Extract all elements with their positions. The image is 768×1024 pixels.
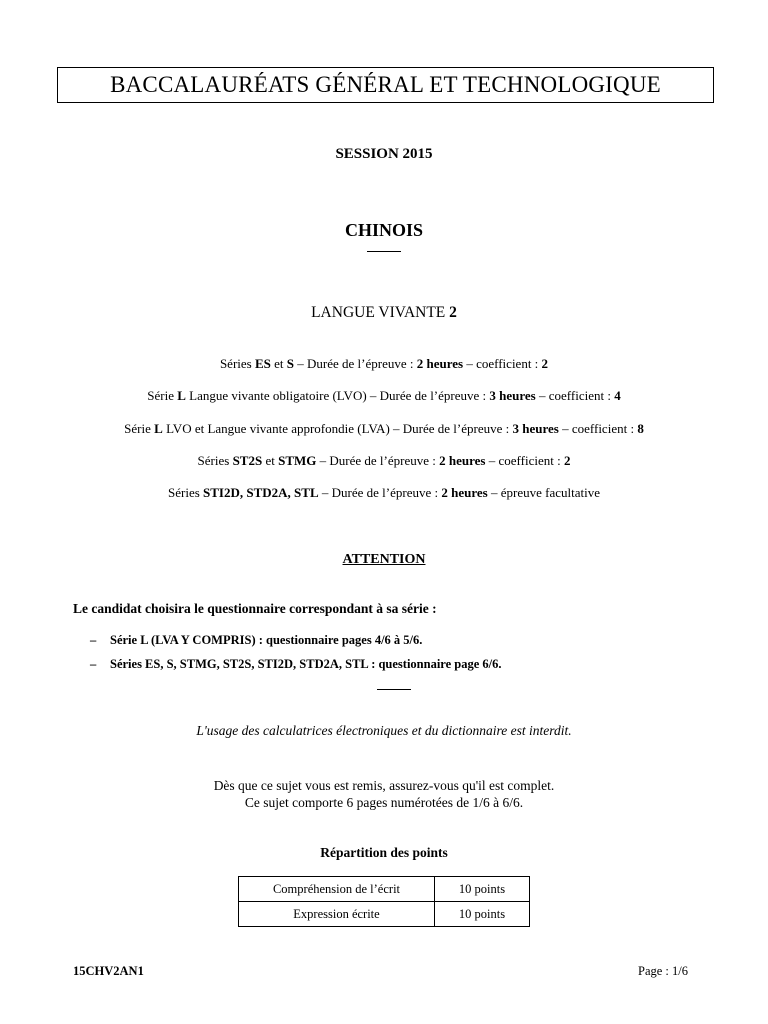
series-segment: L (154, 421, 163, 436)
list-item (90, 657, 502, 672)
list-item (90, 633, 422, 648)
completeness-line-2: Ce sujet comporte 6 pages numérotées de 1/6 à 6/6. (244, 795, 524, 810)
series-segment: Langue vivante obligatoire (LVO) – Durée de l’épreuve : (185, 388, 490, 403)
series-line (0, 485, 768, 501)
series-segment: – Durée de l’épreuve : (294, 356, 417, 371)
completeness-line-1: Dès que ce sujet vous est remis, assurez-vous qu'il est complet. (213, 778, 555, 793)
series-line (0, 388, 768, 404)
language-heading (0, 304, 768, 322)
series-segment: L (177, 388, 186, 403)
series-segment: 2 heures (441, 485, 488, 500)
series-segment: ES (254, 356, 271, 371)
divider-rule (377, 689, 411, 690)
series-line (0, 453, 768, 469)
attention-heading: ATTENTION (342, 552, 426, 567)
series-segment: Série (147, 388, 178, 403)
series-segment: LVO et Langue vivante approfondie (LVA) – Durée de l’épreuve : (162, 421, 513, 436)
table-cell-label: Compréhension de l’écrit (239, 877, 435, 902)
series-segment: – coefficient : (535, 388, 615, 403)
series-segment: 4 (614, 388, 621, 403)
series-segment: 3 heures (512, 421, 559, 436)
series-line (0, 356, 768, 372)
series-segment: et (262, 453, 279, 468)
subject-title: CHINOIS (344, 220, 424, 240)
series-segment: 3 heures (489, 388, 536, 403)
series-segment: S (286, 356, 294, 371)
series-segment: – Durée de l’épreuve : (316, 453, 440, 468)
series-segment: 2 heures (416, 356, 464, 371)
table-cell-value: 10 points (435, 877, 530, 902)
language-label: LANGUE VIVANTE (311, 304, 450, 321)
series-segment: – coefficient : (558, 421, 638, 436)
series-segment: 2 heures (439, 453, 486, 468)
table-row (239, 877, 530, 902)
points-table (238, 876, 530, 927)
page-number: Page : 1/6 (638, 964, 688, 978)
series-segment: et (270, 356, 287, 371)
series-segment: 2 (563, 453, 571, 468)
bullet-dash: – (90, 657, 97, 671)
series-segment: Séries (219, 356, 255, 371)
session-label: SESSION 2015 (335, 146, 433, 162)
bullet-dash: – (90, 633, 97, 647)
table-cell-value: 10 points (435, 902, 530, 927)
series-segment: Séries (197, 453, 233, 468)
exam-title-box (57, 67, 714, 103)
series-segment: Séries (168, 485, 204, 500)
series-segment: 8 (637, 421, 644, 436)
series-line (0, 421, 768, 437)
language-number: 2 (449, 304, 457, 321)
series-segment: – coefficient : (463, 356, 542, 371)
list-item-text: Séries ES, S, STMG, ST2S, STI2D, STD2A, STL : questionnaire page 6/6. (110, 657, 502, 671)
completeness-note (0, 777, 768, 811)
divider-rule (367, 251, 401, 252)
instruction-text: Le candidat choisira le questionnaire correspondant à sa série : (73, 601, 437, 616)
subject-code: 15CHV2AN1 (73, 964, 144, 978)
exam-title: BACCALAURÉATS GÉNÉRAL ET TECHNOLOGIQUE (110, 72, 661, 97)
points-title: Répartition des points (320, 845, 448, 860)
series-segment: – coefficient : (485, 453, 564, 468)
series-segment: – épreuve facultative (487, 485, 600, 500)
series-segment: Série (124, 421, 155, 436)
calculator-note: L'usage des calculatrices électroniques et du dictionnaire est interdit. (196, 723, 572, 738)
series-segment: ST2S (232, 453, 263, 468)
series-segment: STMG (278, 453, 317, 468)
list-item-text: Série L (LVA Y COMPRIS) : questionnaire pages 4/6 à 5/6. (110, 633, 423, 647)
series-segment: 2 (541, 356, 549, 371)
table-cell-label: Expression écrite (239, 902, 435, 927)
table-row (239, 902, 530, 927)
series-segment: – Durée de l’épreuve : (318, 485, 442, 500)
series-segment: STI2D, STD2A, STL (203, 485, 319, 500)
